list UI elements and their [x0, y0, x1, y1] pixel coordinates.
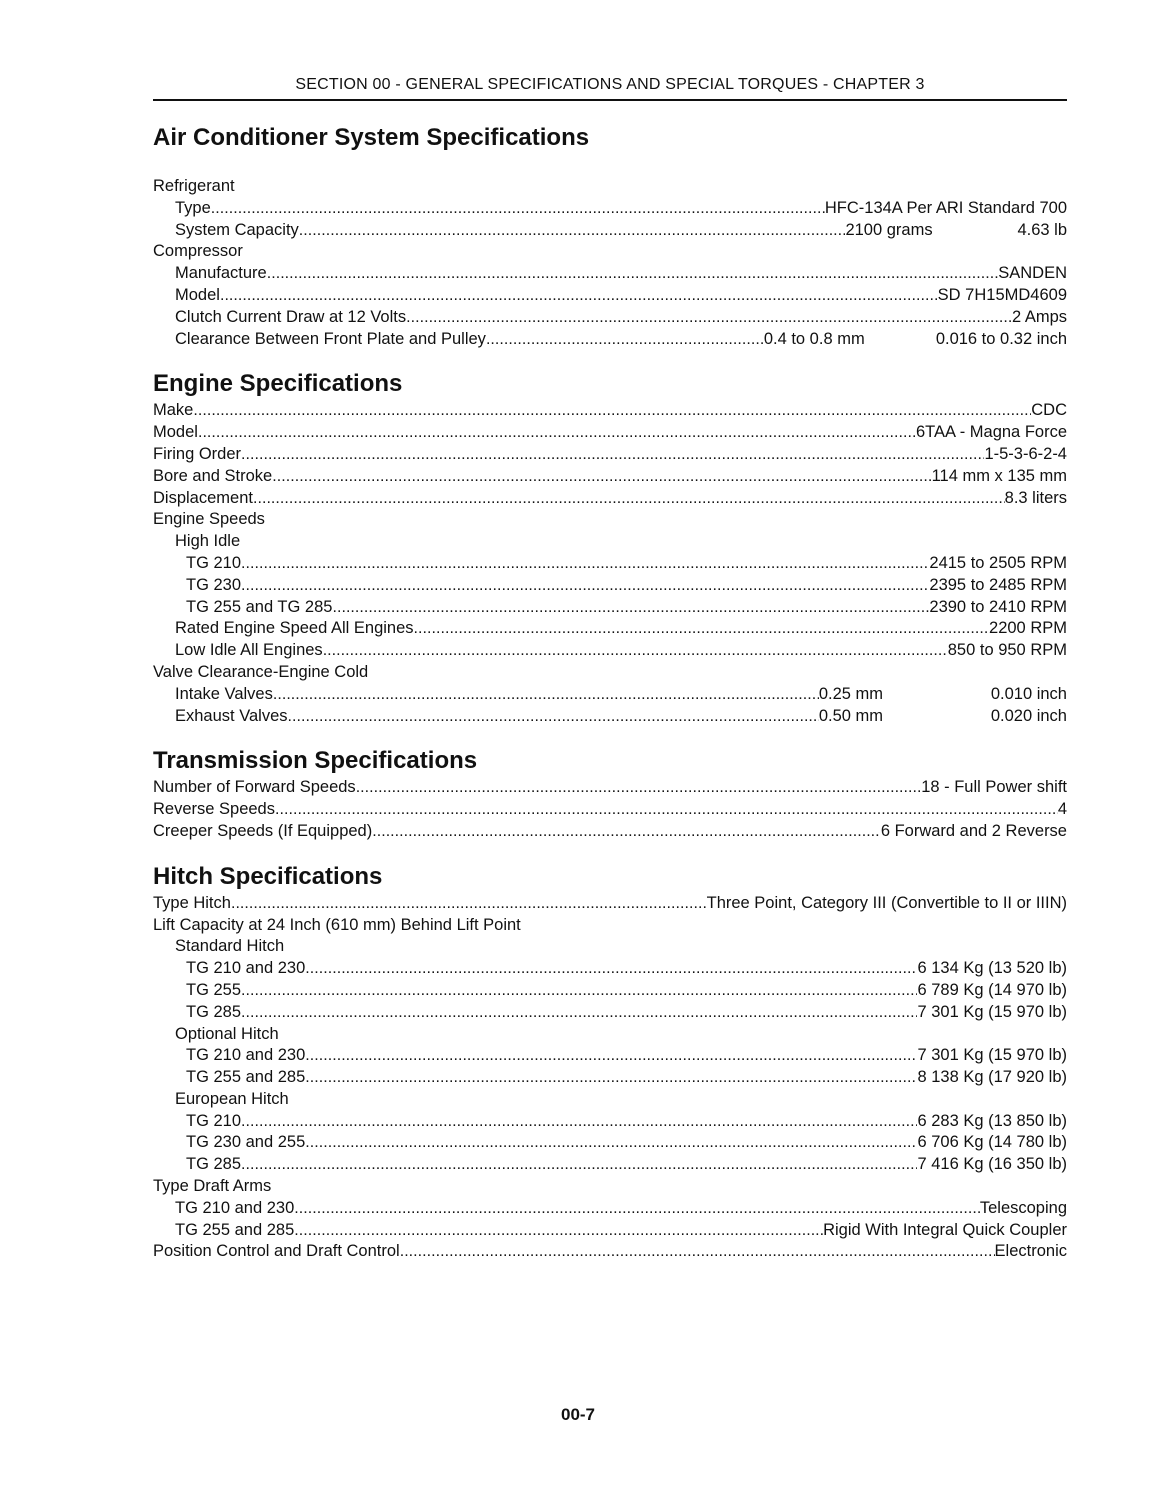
spec-row	[153, 980, 1067, 1002]
spec-value: 4	[1057, 800, 1067, 819]
spec-row	[153, 198, 1067, 220]
spec-value: 2 Amps	[1011, 307, 1067, 326]
section-title: Hitch Specifications	[153, 862, 383, 890]
spec-label: Clutch Current Draw at 12 Volts	[175, 307, 407, 326]
dot-leader	[400, 1241, 995, 1263]
spec-row	[153, 422, 1067, 444]
spec-label: European Hitch	[175, 1089, 289, 1108]
spec-row	[153, 575, 1067, 597]
spec-row	[153, 958, 1067, 980]
spec-row	[153, 618, 1067, 640]
spec-label: TG 210 and 230	[186, 1046, 306, 1065]
spec-value: 8.3 liters	[1004, 488, 1067, 507]
spec-row	[153, 893, 1067, 915]
dot-leader	[241, 1154, 917, 1176]
spec-label: TG 230	[186, 575, 242, 594]
dot-leader	[231, 893, 707, 915]
dot-leader	[486, 329, 764, 351]
spec-value: 2100 grams	[845, 220, 933, 239]
spec-value: 7 416 Kg (16 350 lb)	[917, 1155, 1067, 1174]
dot-leader	[323, 640, 948, 662]
dot-leader	[406, 307, 1012, 329]
dot-leader	[241, 1002, 917, 1024]
spec-value: 7 301 Kg (15 970 lb)	[917, 1002, 1067, 1021]
dot-leader	[288, 706, 819, 728]
dot-leader	[273, 684, 819, 706]
spec-label: Model	[175, 285, 220, 304]
spec-value: 850 to 950 RPM	[947, 641, 1067, 660]
spec-value: 6 706 Kg (14 780 lb)	[917, 1133, 1067, 1152]
spec-row	[153, 307, 1067, 329]
spec-row	[153, 1111, 1067, 1133]
spec-row	[153, 1024, 1067, 1046]
section-title: Transmission Specifications	[153, 747, 478, 775]
spec-row	[153, 662, 1067, 684]
spec-value: 7 301 Kg (15 970 lb)	[917, 1046, 1067, 1065]
spec-row	[153, 777, 1067, 799]
spec-label: Type	[175, 198, 211, 217]
spec-label: High Idle	[175, 532, 241, 551]
spec-label: Exhaust Valves	[175, 706, 288, 725]
spec-row	[153, 799, 1067, 821]
spec-row	[153, 684, 1067, 706]
dot-leader	[272, 466, 931, 488]
spec-value: 6 283 Kg (13 850 lb)	[917, 1111, 1067, 1130]
spec-label: Compressor	[153, 242, 243, 261]
dot-leader	[305, 1067, 917, 1089]
spec-row	[153, 220, 1067, 242]
spec-label: TG 285	[186, 1155, 242, 1174]
spec-label: Type Draft Arms	[153, 1177, 272, 1196]
dot-leader	[294, 1198, 980, 1220]
dot-leader	[305, 1045, 917, 1067]
spec-row	[153, 597, 1067, 619]
spec-row	[153, 1198, 1067, 1220]
dot-leader	[275, 799, 1058, 821]
spec-label: Position Control and Draft Control	[153, 1242, 400, 1261]
spec-label: Optional Hitch	[175, 1024, 279, 1043]
spec-label: Refrigerant	[153, 177, 235, 195]
section-title: Air Conditioner System Specifications	[153, 124, 590, 151]
spec-section	[153, 745, 1067, 842]
header-rule	[153, 99, 1067, 101]
spec-value: 114 mm x 135 mm	[931, 466, 1067, 485]
spec-label: TG 210 and 230	[175, 1198, 295, 1217]
spec-value: 18 - Full Power shift	[921, 778, 1067, 797]
spec-label: TG 255 and 285	[175, 1220, 295, 1239]
spec-label: Creeper Speeds (If Equipped)	[153, 821, 373, 840]
dot-leader	[372, 821, 881, 843]
spec-label: Engine Speeds	[153, 510, 265, 529]
spec-label: Displacement	[153, 488, 253, 507]
spec-section	[153, 861, 1067, 1264]
spec-row	[153, 640, 1067, 662]
spec-row	[153, 329, 1067, 351]
dot-leader	[253, 488, 1005, 510]
spec-row	[153, 1067, 1067, 1089]
spec-row	[153, 444, 1067, 466]
spec-value: 6 134 Kg (13 520 lb)	[917, 959, 1067, 978]
spec-value: 2390 to 2410 RPM	[929, 597, 1067, 616]
spec-value-imperial: 0.020 inch	[990, 706, 1067, 725]
spec-row	[153, 509, 1067, 531]
spec-row	[153, 1045, 1067, 1067]
spec-label: TG 230 and 255	[186, 1133, 306, 1152]
spec-row	[153, 1002, 1067, 1024]
spec-section	[153, 368, 1067, 727]
spec-row	[153, 1154, 1067, 1176]
spec-value: Electronic	[994, 1242, 1067, 1261]
spec-value: 6TAA - Magna Force	[915, 423, 1067, 442]
spec-label: Clearance Between Front Plate and Pulley	[175, 329, 486, 348]
dot-leader	[241, 575, 929, 597]
spec-label: TG 210	[186, 553, 242, 572]
spec-value: Rigid With Integral Quick Coupler	[823, 1220, 1067, 1239]
spec-label: Make	[153, 401, 194, 420]
spec-row	[153, 531, 1067, 553]
spec-label: Valve Clearance-Engine Cold	[153, 662, 369, 681]
dot-leader	[241, 980, 917, 1002]
spec-label: TG 210 and 230	[186, 959, 306, 978]
dot-leader	[356, 777, 922, 799]
spec-value: CDC	[1031, 401, 1067, 420]
spec-label: Low Idle All Engines	[175, 641, 323, 660]
spec-value: 2415 to 2505 RPM	[929, 553, 1067, 572]
dot-leader	[193, 400, 1031, 422]
spec-value-imperial: 4.63 lb	[1017, 220, 1067, 239]
dot-leader	[305, 1132, 917, 1154]
dot-leader	[198, 422, 916, 444]
spec-value: Telescoping	[979, 1198, 1067, 1217]
spec-label: System Capacity	[175, 220, 299, 239]
spec-label: TG 255 and TG 285	[186, 597, 333, 616]
spec-value: 0.4 to 0.8 mm	[763, 329, 865, 348]
spec-row	[153, 1176, 1067, 1198]
dot-leader	[332, 597, 929, 619]
dot-leader	[211, 198, 825, 220]
spec-row	[153, 706, 1067, 728]
spec-label: Manufacture	[175, 264, 267, 283]
dot-leader	[299, 220, 846, 242]
spec-row	[153, 915, 1067, 937]
spec-value: 2200 RPM	[989, 619, 1067, 638]
spec-label: Type Hitch	[153, 893, 231, 912]
spec-label: TG 285	[186, 1002, 242, 1021]
dot-leader	[414, 618, 990, 640]
spec-label: Model	[153, 423, 198, 442]
spec-section	[153, 122, 1067, 350]
spec-label: Reverse Speeds	[153, 800, 275, 819]
spec-label: TG 255 and 285	[186, 1068, 306, 1087]
spec-row	[153, 1132, 1067, 1154]
spec-value: 8 138 Kg (17 920 lb)	[917, 1068, 1067, 1087]
dot-leader	[294, 1220, 823, 1242]
spec-row	[153, 176, 1067, 198]
spec-row	[153, 488, 1067, 510]
spec-label: Standard Hitch	[175, 937, 285, 956]
spec-row	[153, 241, 1067, 263]
spec-row	[153, 936, 1067, 958]
section-title: Engine Specifications	[153, 370, 403, 398]
dot-leader	[220, 285, 938, 307]
page-header: SECTION 00 - GENERAL SPECIFICATIONS AND SPECIAL TORQUES - CHAPTER 3	[295, 76, 925, 93]
dot-leader	[241, 444, 984, 466]
spec-value: 2395 to 2485 RPM	[929, 575, 1067, 594]
spec-row	[153, 553, 1067, 575]
spec-label: Intake Valves	[175, 684, 273, 703]
spec-label: Bore and Stroke	[153, 466, 273, 485]
spec-value-imperial: 0.016 to 0.32 inch	[935, 329, 1067, 348]
spec-row	[153, 821, 1067, 843]
spec-value: SD 7H15MD4609	[937, 285, 1067, 304]
spec-label: Number of Forward Speeds	[153, 778, 356, 797]
spec-label: TG 255	[186, 980, 242, 999]
spec-row	[153, 1220, 1067, 1242]
spec-value: 0.50 mm	[818, 706, 884, 725]
spec-value: 0.25 mm	[818, 684, 884, 703]
spec-label: Rated Engine Speed All Engines	[175, 619, 414, 638]
dot-leader	[305, 958, 917, 980]
spec-value: Three Point, Category III (Convertible to II or IIIN)	[706, 893, 1067, 912]
dot-leader	[241, 553, 929, 575]
spec-row	[153, 285, 1067, 307]
spec-label: Lift Capacity at 24 Inch (610 mm) Behind Lift Point	[153, 915, 521, 934]
spec-row	[153, 263, 1067, 285]
spec-value-imperial: 0.010 inch	[990, 684, 1067, 703]
spec-content	[153, 122, 1067, 1263]
spec-value: 6 789 Kg (14 970 lb)	[917, 980, 1067, 999]
spec-label: Firing Order	[153, 444, 242, 463]
spec-value: SANDEN	[998, 264, 1067, 283]
spec-row	[153, 1241, 1067, 1263]
dot-leader	[267, 263, 999, 285]
dot-leader	[241, 1111, 917, 1133]
spec-value: 1-5-3-6-2-4	[984, 444, 1067, 463]
spec-value: 6 Forward and 2 Reverse	[880, 821, 1067, 840]
spec-row	[153, 466, 1067, 488]
spec-value: HFC-134A Per ARI Standard 700	[824, 198, 1067, 217]
spec-label: TG 210	[186, 1111, 242, 1130]
spec-row	[153, 400, 1067, 422]
spec-row	[153, 1089, 1067, 1111]
page-number: 00-7	[560, 1405, 596, 1424]
